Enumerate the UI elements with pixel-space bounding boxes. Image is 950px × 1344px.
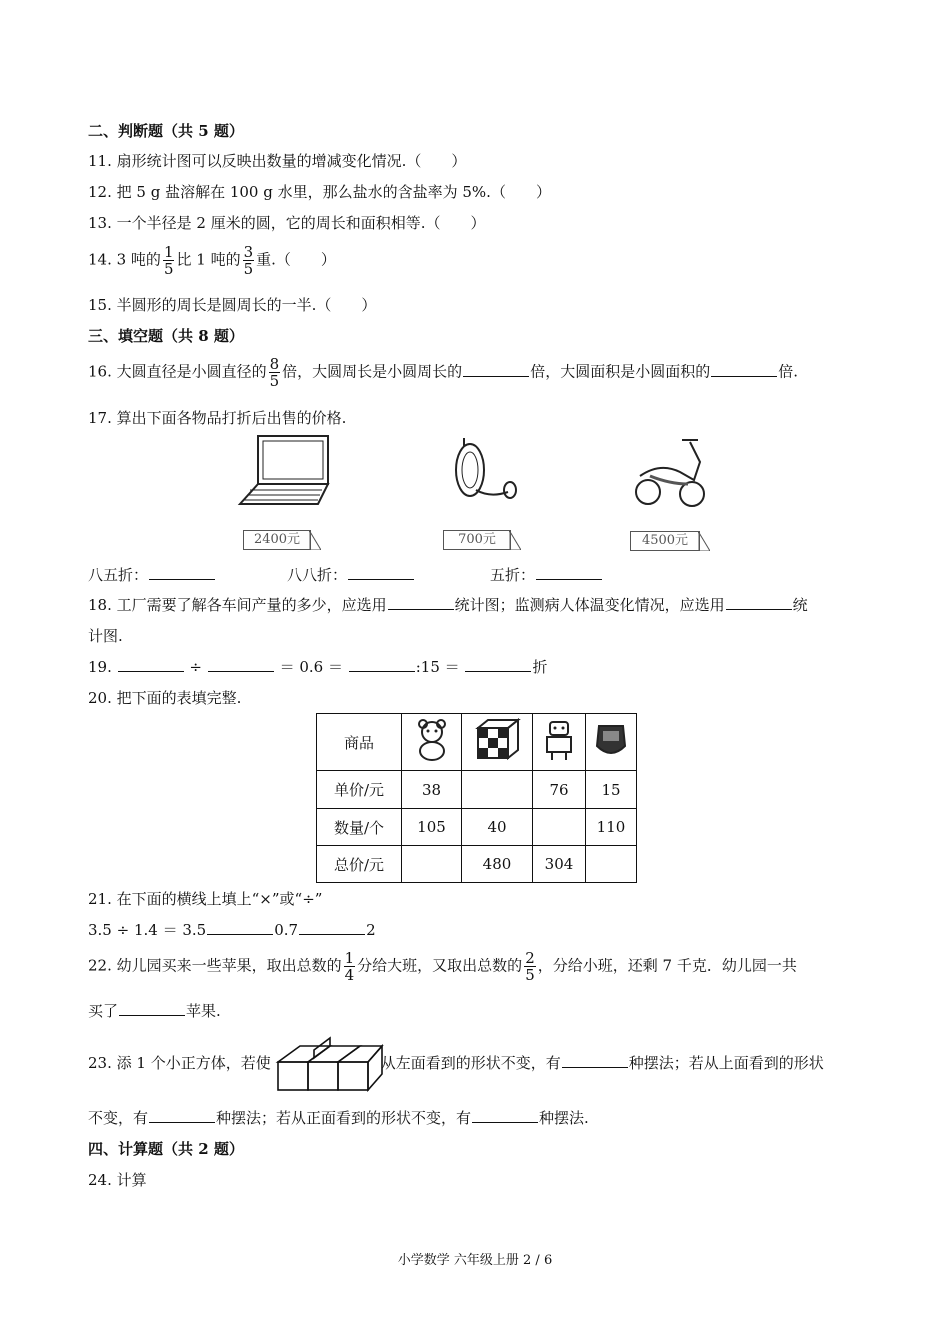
- q16-part-a: 16. 大圆直径是小圆直径的: [88, 362, 267, 381]
- q19-end: 折: [532, 658, 548, 676]
- table-cell: 38: [402, 771, 462, 809]
- denominator: 5: [269, 372, 280, 390]
- q22-part-b: 分给大班，又取出总数的: [357, 956, 523, 975]
- price-tag-scooter: 4500元: [630, 531, 700, 551]
- section-judge: 二、判断题（共 5 题）: [88, 122, 244, 140]
- question-13: 13. 一个半径是 2 厘米的圆，它的周长和面积相等.（ ）: [88, 214, 486, 232]
- q23-part-a: 23. 添 1 个小正方体，若使: [88, 1054, 271, 1072]
- q18-part-c: 统: [792, 596, 808, 614]
- q23-part-e: 种摆法；若从正面看到的形状不变，有: [216, 1109, 472, 1127]
- answer-blank[interactable]: [118, 657, 184, 672]
- discount-label: 八五折：: [88, 566, 149, 584]
- row-label: 数量/个: [317, 809, 402, 846]
- teddy-bear-icon: [410, 718, 454, 762]
- table-cell: 40: [462, 809, 533, 846]
- q21-end: 2: [366, 921, 376, 939]
- numerator: 2: [525, 949, 535, 967]
- answer-blank[interactable]: [119, 1001, 185, 1016]
- q19-equals: ＝ 0.6 ＝: [279, 658, 343, 676]
- answer-blank[interactable]: [388, 595, 454, 610]
- question-24: 24. 计算: [88, 1171, 147, 1189]
- q16-part-b: 倍，大圆周长是小圆周长的: [282, 362, 463, 381]
- tag-fold-icon: [309, 530, 321, 550]
- discount-label: 五折：: [490, 566, 536, 584]
- q22-part-a: 22. 幼儿园买来一些苹果，取出总数的: [88, 956, 342, 975]
- question-18: [88, 595, 808, 615]
- fraction-1-5: [163, 244, 175, 277]
- cube-figure: [274, 1036, 386, 1094]
- answer-blank[interactable]: [348, 565, 414, 580]
- fraction-3-5: [243, 244, 255, 277]
- question-23: [88, 1053, 824, 1073]
- question-22: [88, 950, 797, 983]
- answer-blank[interactable]: [207, 920, 273, 935]
- numerator: 1: [344, 949, 355, 967]
- divide-sign: ÷: [189, 658, 202, 676]
- q16-part-c: 倍，大圆面积是小圆面积的: [530, 362, 711, 381]
- q23-part-c: 种摆法；若从上面看到的形状: [628, 1054, 824, 1072]
- question-12: 12. 把 5 g 盐溶解在 100 g 水里，那么盐水的含盐率为 5%.（ ）: [88, 183, 551, 201]
- robot-icon: [539, 718, 579, 762]
- q23-part-b: 从左面看到的形状不变，有: [380, 1054, 561, 1072]
- answer-blank[interactable]: [726, 595, 792, 610]
- answer-blank[interactable]: [299, 920, 365, 935]
- question-14: [88, 244, 336, 277]
- answer-blank[interactable]: [349, 657, 415, 672]
- q19-ratio: :15 ＝: [415, 658, 460, 676]
- robot-cell: [533, 714, 586, 771]
- question-11: 11. 扇形统计图可以反映出数量的增减变化情况.（ ）: [88, 152, 467, 170]
- tuba-picture: [446, 432, 518, 504]
- q22-part-e: 苹果.: [186, 1002, 221, 1020]
- table-cell-blank[interactable]: [586, 846, 637, 883]
- question-16: [88, 356, 798, 389]
- answer-blank[interactable]: [463, 362, 529, 377]
- q14-part-c: 重.（ ）: [256, 250, 336, 269]
- answer-blank[interactable]: [149, 1108, 215, 1123]
- q18-part-a: 18. 工厂需要了解各车间产量的多少，应选用: [88, 596, 387, 614]
- cube-cell: [462, 714, 533, 771]
- q19-number: 19.: [88, 658, 112, 676]
- denominator: 5: [163, 260, 174, 278]
- tag-fold-icon: [698, 531, 710, 551]
- row-label: 单价/元: [317, 771, 402, 809]
- pencil-case-cell: [586, 714, 637, 771]
- tag-fold-icon: [509, 530, 521, 550]
- laptop-picture: [236, 432, 336, 508]
- answer-blank[interactable]: [562, 1053, 628, 1068]
- answer-blank[interactable]: [536, 565, 602, 580]
- table-cell-blank[interactable]: [462, 771, 533, 809]
- row-label: 总价/元: [317, 846, 402, 883]
- q14-part-b: 比 1 吨的: [176, 250, 241, 269]
- table-cell: 15: [586, 771, 637, 809]
- answer-blank[interactable]: [465, 657, 531, 672]
- question-17: 17. 算出下面各物品打折后出售的价格.: [88, 409, 347, 427]
- fraction-1-4: [344, 950, 356, 983]
- fraction-8-5: [269, 356, 281, 389]
- answer-blank[interactable]: [208, 657, 274, 672]
- question-19: [88, 657, 547, 677]
- section-calc: 四、计算题（共 2 题）: [88, 1140, 244, 1158]
- question-21-expression: [88, 920, 376, 940]
- denominator: 5: [243, 260, 254, 278]
- table-header-goods: 商品: [317, 714, 402, 771]
- answer-blank[interactable]: [711, 362, 777, 377]
- teddy-bear-cell: [402, 714, 462, 771]
- numerator: 1: [163, 243, 174, 261]
- discount-88: [287, 565, 415, 585]
- question-21: 21. 在下面的横线上填上“×”或“÷”: [88, 890, 323, 908]
- table-cell: 110: [586, 809, 637, 846]
- q22-part-d: 买了: [88, 1002, 119, 1020]
- question-22-cont: [88, 1001, 221, 1021]
- q22-part-c: ，分给小班，还剩 7 千克．幼儿园一共: [537, 956, 797, 975]
- numerator: 3: [243, 243, 254, 261]
- q23-part-d: 不变，有: [88, 1109, 149, 1127]
- goods-table: [316, 713, 637, 883]
- table-cell: 480: [462, 846, 533, 883]
- discount-label: 八八折：: [287, 566, 348, 584]
- rubiks-cube-icon: [472, 718, 522, 762]
- section-fill: 三、填空题（共 8 题）: [88, 327, 244, 345]
- discount-50: [490, 565, 603, 585]
- table-cell-blank[interactable]: [402, 846, 462, 883]
- table-cell: 105: [402, 809, 462, 846]
- numerator: 8: [269, 355, 280, 373]
- answer-blank[interactable]: [472, 1108, 538, 1123]
- q21-expr: 3.5 ÷ 1.4 ＝ 3.5: [88, 921, 207, 939]
- q21-mid: 0.7: [274, 921, 299, 939]
- question-18-cont: 计图.: [88, 627, 123, 645]
- q14-part-a: 14. 3 吨的: [88, 250, 161, 269]
- table-cell-blank[interactable]: [533, 809, 586, 846]
- q16-part-d: 倍.: [778, 362, 798, 381]
- question-20: 20. 把下面的表填完整.: [88, 689, 242, 707]
- pencil-case-icon: [593, 718, 629, 762]
- fraction-2-5: [524, 950, 536, 983]
- answer-blank[interactable]: [149, 565, 215, 580]
- q23-part-f: 种摆法.: [539, 1109, 589, 1127]
- question-15: 15. 半圆形的周长是圆周长的一半.（ ）: [88, 296, 377, 314]
- denominator: 4: [344, 966, 355, 984]
- price-tag-tuba: 700元: [443, 530, 511, 550]
- denominator: 5: [525, 966, 535, 984]
- table-cell: 76: [533, 771, 586, 809]
- scooter-picture: [630, 432, 710, 510]
- question-23-cont: [88, 1108, 589, 1128]
- page-footer: 小学数学 六年级上册 2 / 6: [397, 1253, 553, 1268]
- table-cell: 304: [533, 846, 586, 883]
- q18-part-b: 统计图；监测病人体温变化情况，应选用: [454, 596, 725, 614]
- discount-85: [88, 565, 216, 585]
- price-tag-laptop: 2400元: [243, 530, 311, 550]
